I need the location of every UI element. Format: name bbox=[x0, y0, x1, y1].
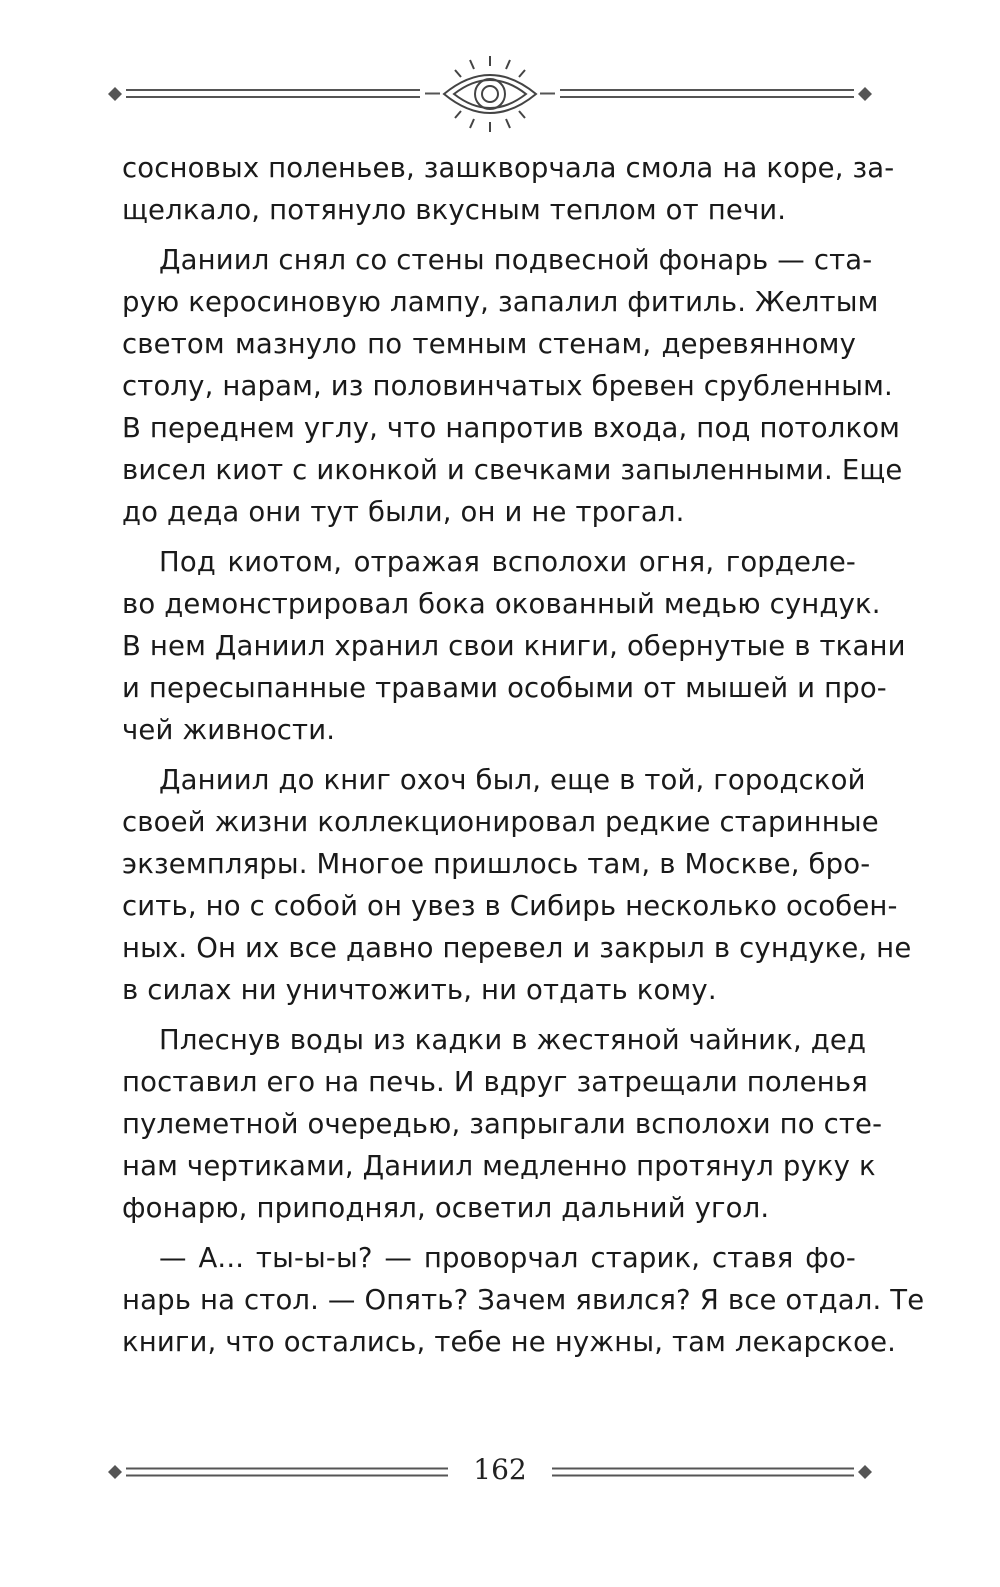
text-line: Под киотом, отражая всполохи огня, горделе- bbox=[159, 546, 856, 578]
text-line: нарь на стол. — Опять? Зачем явился? Я все отдал. Те bbox=[122, 1284, 925, 1316]
text-line: своей жизни коллекционировал редкие старинные bbox=[122, 806, 879, 838]
text-line: щелкало, потянуло вкусным теплом от печи. bbox=[122, 194, 787, 226]
paragraph bbox=[122, 541, 906, 751]
text-line: ных. Он их все давно перевел и закрыл в сундуке, не bbox=[122, 932, 912, 964]
text-line: сосновых поленьев, зашкворчала смола на коре, за- bbox=[122, 152, 895, 184]
text-line: до деда они тут были, он и не трогал. bbox=[122, 496, 685, 528]
text-line: во демонстрировал бока окованный медью сундук. bbox=[122, 588, 881, 620]
text-line: Плеснув воды из кадки в жестяной чайник, дед bbox=[159, 1024, 867, 1056]
body-text bbox=[122, 147, 925, 1371]
text-line: столу, нарам, из половинчатых бревен срубленным. bbox=[122, 370, 893, 402]
text-line: рую керосиновую лампу, запалил фитиль. Желтым bbox=[122, 286, 879, 318]
text-line: поставил его на печь. И вдруг затрещали поленья bbox=[122, 1066, 868, 1098]
paragraph bbox=[122, 239, 903, 533]
top-ornament bbox=[0, 50, 1000, 140]
text-line: — А... ты-ы-ы? — проворчал старик, ставя фо- bbox=[159, 1242, 856, 1274]
text-line: в силах ни уничтожить, ни отдать кому. bbox=[122, 974, 717, 1006]
paragraph bbox=[122, 1237, 925, 1363]
paragraph bbox=[122, 147, 895, 231]
text-line: и пересыпанные травами особыми от мышей и про- bbox=[122, 672, 887, 704]
text-line: экземпляры. Многое пришлось там, в Москве, бро- bbox=[122, 848, 871, 880]
text-line: В переднем углу, что напротив входа, под потолком bbox=[122, 412, 901, 444]
text-line: книги, что остались, тебе не нужны, там лекарское. bbox=[122, 1326, 897, 1358]
page-number: 162 bbox=[450, 1450, 550, 1490]
text-line: нам чертиками, Даниил медленно протянул руку к bbox=[122, 1150, 876, 1182]
text-line: пулеметной очередью, запрыгали всполохи по сте- bbox=[122, 1108, 883, 1140]
paragraph bbox=[122, 1019, 883, 1229]
text-line: Даниил снял со стены подвесной фонарь — ста- bbox=[159, 244, 873, 276]
text-line: сить, но с собой он увез в Сибирь несколько особен- bbox=[122, 890, 898, 922]
text-line: Даниил до книг охоч был, еще в той, городской bbox=[159, 764, 866, 796]
text-line: висел киот с иконкой и свечками запыленными. Еще bbox=[122, 454, 903, 486]
text-line: чей живности. bbox=[122, 714, 336, 746]
text-line: фонарю, приподнял, осветил дальний угол. bbox=[122, 1192, 770, 1224]
eye-icon bbox=[444, 56, 536, 132]
text-line: светом мазнуло по темным стенам, деревянному bbox=[122, 328, 856, 360]
paragraph bbox=[122, 759, 912, 1011]
text-line: В нем Даниил хранил свои книги, обернутые в ткани bbox=[122, 630, 906, 662]
